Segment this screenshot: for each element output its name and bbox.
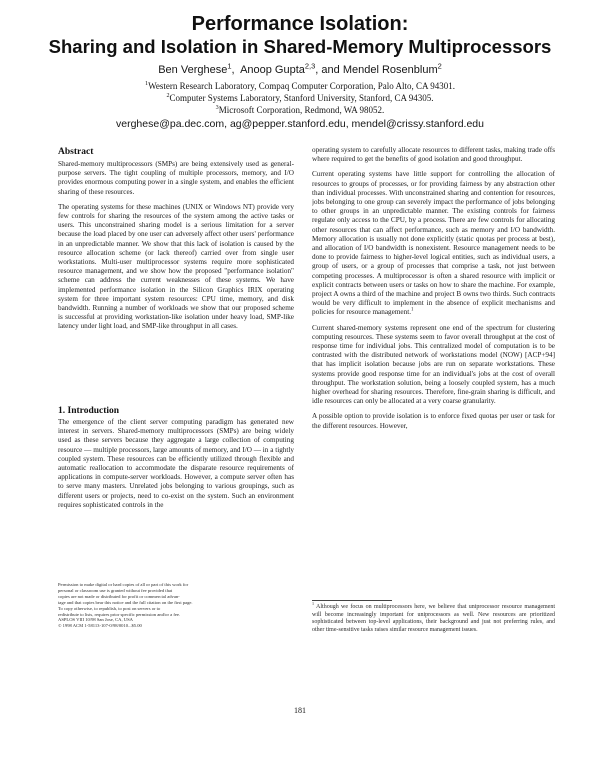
copyright-line: redistribute to lists, requires prior specific permission and/or a fee. <box>58 611 181 617</box>
affiliation-mark: 1 <box>145 81 149 87</box>
author-name: Anoop Gupta <box>240 64 305 76</box>
author-affiliation-mark: 1 <box>227 61 232 71</box>
footnote-mark: 1 <box>312 601 315 606</box>
introduction-paragraph: The emergence of the client server computing paradigm has generated new interest in servers. Shared-memory multiprocessors (SMPs) are being widely used as these servers because they aggregate a large collection of computing resource — multiple processors, large amounts of memory, and I/O — in a tightly coupled system. These resources can be efficiently utilized through flexible and automatic reallocation to accommodate the disparate resource requirements of applications in compute-server workloads. However, a compute server often has to serve many masters. Unrelated jobs belonging to various groupings, such as different users or projects, need to co-exist on the system. Such an environment requires sophisticated controls in the <box>58 418 294 509</box>
paper-title-line-1: Performance Isolation: <box>191 13 409 35</box>
introduction-body <box>58 418 294 568</box>
affiliation-mark: 3 <box>215 105 219 111</box>
footnote-divider <box>312 600 392 601</box>
footnote-text: Although we focus on multiprocessors here, we believe that uniprocessor resource management will become increasingly important for uniprocessors as well. New resources are prioritized sophisticated between top-level applications, their background and just not preferring rules, and other time-sensitive tasks raises similar resource management issues. <box>312 604 555 633</box>
affiliation-2 <box>40 93 560 104</box>
abstract-paragraph: The operating systems for these machines (UNIX or Windows NT) provide very few controls for sharing the resources of the system among the active tasks or users. This unconstrained sharing model is a serious limitation for a server because the load placed by one user can adversely affect other users' performance in an unpredictable manner. We show that this lack of isolation is caused by the resource allocation scheme (or lack thereof) carried over from single user workstations. Multi-user multiprocessor systems require more sophisticated resource management, and we show how the proposed "performance isolation" scheme can address the current weaknesses of these systems. We have implemented performance isolation in the Silicon Graphics IRIX operating system for three important system resources: CPU time, memory, and disk bandwidth. Running a number of workloads we show that our proposed scheme is successful at providing workstation-like isolation under heavy load, SMP-like latency under light load, and SMP-like throughput in all cases. <box>58 202 294 331</box>
copyright-line: tage and that copies bear this notice and the full citation on the first page. <box>58 599 193 605</box>
affiliation-text: Western Research Laboratory, Compaq Computer Corporation, Palo Alto, CA 94301. <box>148 81 455 91</box>
affiliation-text: Computer Systems Laboratory, Stanford University, Stanford, CA 94305. <box>169 93 434 103</box>
paper-title-line-2: Sharing and Isolation in Shared-Memory Multiprocessors <box>48 36 552 57</box>
author-affiliation-mark: 2 <box>437 61 442 71</box>
abstract-heading: Abstract <box>58 147 94 157</box>
author-list <box>40 63 560 77</box>
affiliation-3 <box>40 105 560 116</box>
author-affiliation-mark: 2,3 <box>304 61 316 71</box>
footnote-reference: 1 <box>411 308 414 314</box>
copyright-notice <box>58 582 218 629</box>
author-name: Ben Verghese <box>158 64 228 76</box>
page-number: 181 <box>294 706 306 715</box>
copyright-line: personal or classroom use is granted without fee provided that <box>58 587 173 593</box>
body-paragraph: operating system to carefully allocate resources to different tasks, making trade offs where required to get the benefits of good isolation and good throughput. <box>312 146 555 164</box>
affiliation-text: Microsoft Corporation, Redmond, WA 98052. <box>218 105 385 115</box>
copyright-line: © 1998 ACM 1-58113-107-0/98/0010...$5.00 <box>58 623 142 629</box>
body-paragraph: Current shared-memory systems represent one end of the spectrum for clustering computing resources. These systems seem to favor overall throughput at the cost of response time for individual jobs. This centralized model of computation is to be contrasted with the distributed network of workstations model (NOW) [ACP+94] that has implicit isolation because jobs are run on separate workstations. These systems provide good response time for an individual's jobs at the cost of overall throughput. The workstation solution, being a loosely coupled system, has a much higher overhead for sharing resources. Therefore, fine-grain sharing is difficult, and idle resources can only be allocated at a very coarse granularity. <box>312 323 555 406</box>
author-emails: verghese@pa.dec.com, ag@pepper.stanford.edu, mendel@crissy.stanford.edu <box>116 118 484 130</box>
affiliation-mark: 2 <box>166 93 170 99</box>
body-paragraph-text: Current operating systems have little support for controlling the allocation of resources to groups of processes, or for providing fairness by any abstraction other than individual processes. With unconstrained sharing and contention for resources, jobs belonging to one group can severely impact the performance of jobs belonging to other groups in an unpredictable manner. The existing controls for fairness regulate only access to the CPU, by a process. There are few controls for allocating other resources that can affect performance, such as memory and I/O bandwidth. Memory allocation is usually not done explicitly (static quotas per process at best), and allocation of I/O bandwidth is nonexistent. Resource management needs to be done to provide fairness to higher-level logical entities, such as individual users, a group of users, or a group of processes that comprise a task, not just between competing processes. A multiprocessor is often a shared resource with implicit or explicit contracts between users or tasks on how to share the machine. For example, project A owns a third of the machine and project B owns two thirds. Such contracts would be very difficult to implement in the absence of explicit mechanisms and policies for resource management. <box>312 170 555 317</box>
affiliation-1 <box>40 81 560 92</box>
footnote <box>312 601 555 634</box>
abstract-body <box>58 160 294 410</box>
author-name: Mendel Rosenblum <box>342 64 438 76</box>
author-separator: , and <box>315 64 343 76</box>
body-paragraph: A possible option to provide isolation is to enforce fixed quotas per user or task for the different resources. However, <box>312 412 555 430</box>
copyright-line: Permission to make digital or hard copies of all or part of this work for <box>58 582 189 587</box>
copyright-line: To copy otherwise, to republish, to post on servers or to <box>58 605 161 611</box>
copyright-line: copies are not made or distributed for profit or commercial advan- <box>58 593 180 599</box>
abstract-paragraph: Shared-memory multiprocessors (SMPs) are being extensively used as general-purpose servers. The tight coupling of multiple processors, memory, and I/O provides enormous computing power in a single system, and enables the efficient sharing of these resources. <box>58 160 294 196</box>
author-separator: , <box>231 64 241 76</box>
right-column-body <box>312 146 555 592</box>
body-paragraph <box>312 170 555 317</box>
introduction-heading: 1. Introduction <box>58 406 120 416</box>
copyright-line: ASPLOS VIII 10/98 San Jose, CA, USA <box>58 617 133 623</box>
